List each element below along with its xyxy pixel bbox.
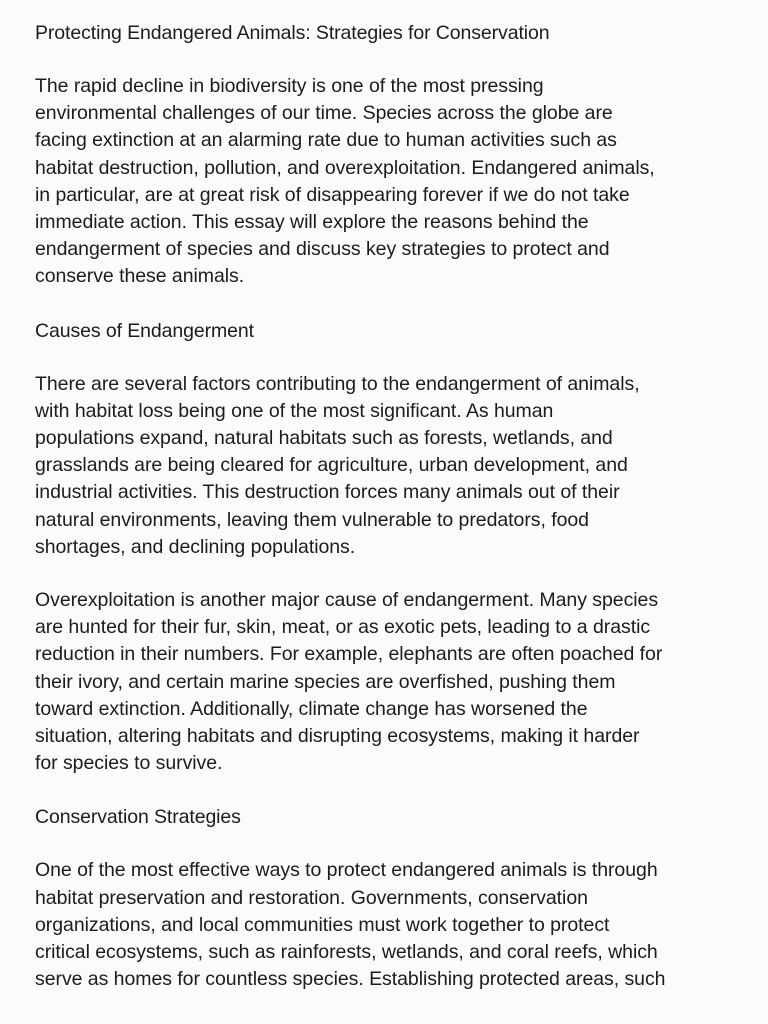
- paragraph-line: facing extinction at an alarming rate due to human activities such as: [35, 129, 617, 152]
- document-title: Protecting Endangered Animals: Strategies for Conservation: [35, 22, 550, 44]
- paragraph-line: with habitat loss being one of the most significant. As human: [35, 399, 554, 422]
- paragraph-line: populations expand, natural habitats such as forests, wetlands, and: [35, 427, 613, 450]
- paragraph-line: in particular, are at great risk of disappearing forever if we do not take: [35, 183, 630, 206]
- paragraph-line: immediate action. This essay will explore the reasons behind the: [35, 211, 589, 234]
- paragraph-line: The rapid decline in biodiversity is one of the most pressing: [35, 75, 544, 97]
- paragraph-line: shortages, and declining populations.: [35, 535, 356, 558]
- paragraph-line: grasslands are being cleared for agriculture, urban development, and: [35, 454, 628, 477]
- paragraph-line: habitat preservation and restoration. Governments, conservation: [35, 886, 588, 909]
- paragraph-line: natural environments, leaving them vulnerable to predators, food: [35, 508, 589, 531]
- paragraph-line: for species to survive.: [35, 752, 223, 775]
- section-heading-strategies: Conservation Strategies: [35, 806, 241, 829]
- paragraph-line: environmental challenges of our time. Species across the globe are: [35, 102, 613, 125]
- paragraph-line: critical ecosystems, such as rainforests, wetlands, and coral reefs, which: [35, 941, 658, 964]
- paragraph-line: toward extinction. Additionally, climate change has worsened the: [35, 697, 588, 720]
- paragraph-line: organizations, and local communities must work together to protect: [35, 913, 610, 936]
- paragraph-line: reduction in their numbers. For example, elephants are often poached for: [35, 643, 663, 666]
- section-heading-causes: Causes of Endangerment: [35, 319, 254, 342]
- paragraph-line: serve as homes for countless species. Establishing protected areas, such: [35, 968, 666, 991]
- paragraph-line: One of the most effective ways to protect endangered animals is through: [35, 859, 658, 882]
- paragraph-line: situation, altering habitats and disrupting ecosystems, making it harder: [35, 725, 640, 748]
- paragraph-line: industrial activities. This destruction forces many animals out of their: [35, 481, 620, 504]
- paragraph-line: conserve these animals.: [35, 265, 245, 288]
- strategies-paragraph-1: [35, 857, 734, 993]
- paragraph-line: habitat destruction, pollution, and overexploitation. Endangered animals,: [35, 156, 655, 179]
- intro-paragraph: [35, 73, 734, 291]
- paragraph-line: their ivory, and certain marine species are overfished, pushing them: [35, 670, 616, 693]
- paragraph-line: endangerment of species and discuss key strategies to protect and: [35, 238, 610, 261]
- causes-paragraph-2: [35, 587, 734, 777]
- paragraph-line: There are several factors contributing to the endangerment of animals,: [35, 372, 640, 395]
- paragraph-line: Overexploitation is another major cause of endangerment. Many species: [35, 589, 659, 612]
- causes-paragraph-1: [35, 371, 734, 561]
- paragraph-line: are hunted for their fur, skin, meat, or as exotic pets, leading to a drastic: [35, 616, 651, 639]
